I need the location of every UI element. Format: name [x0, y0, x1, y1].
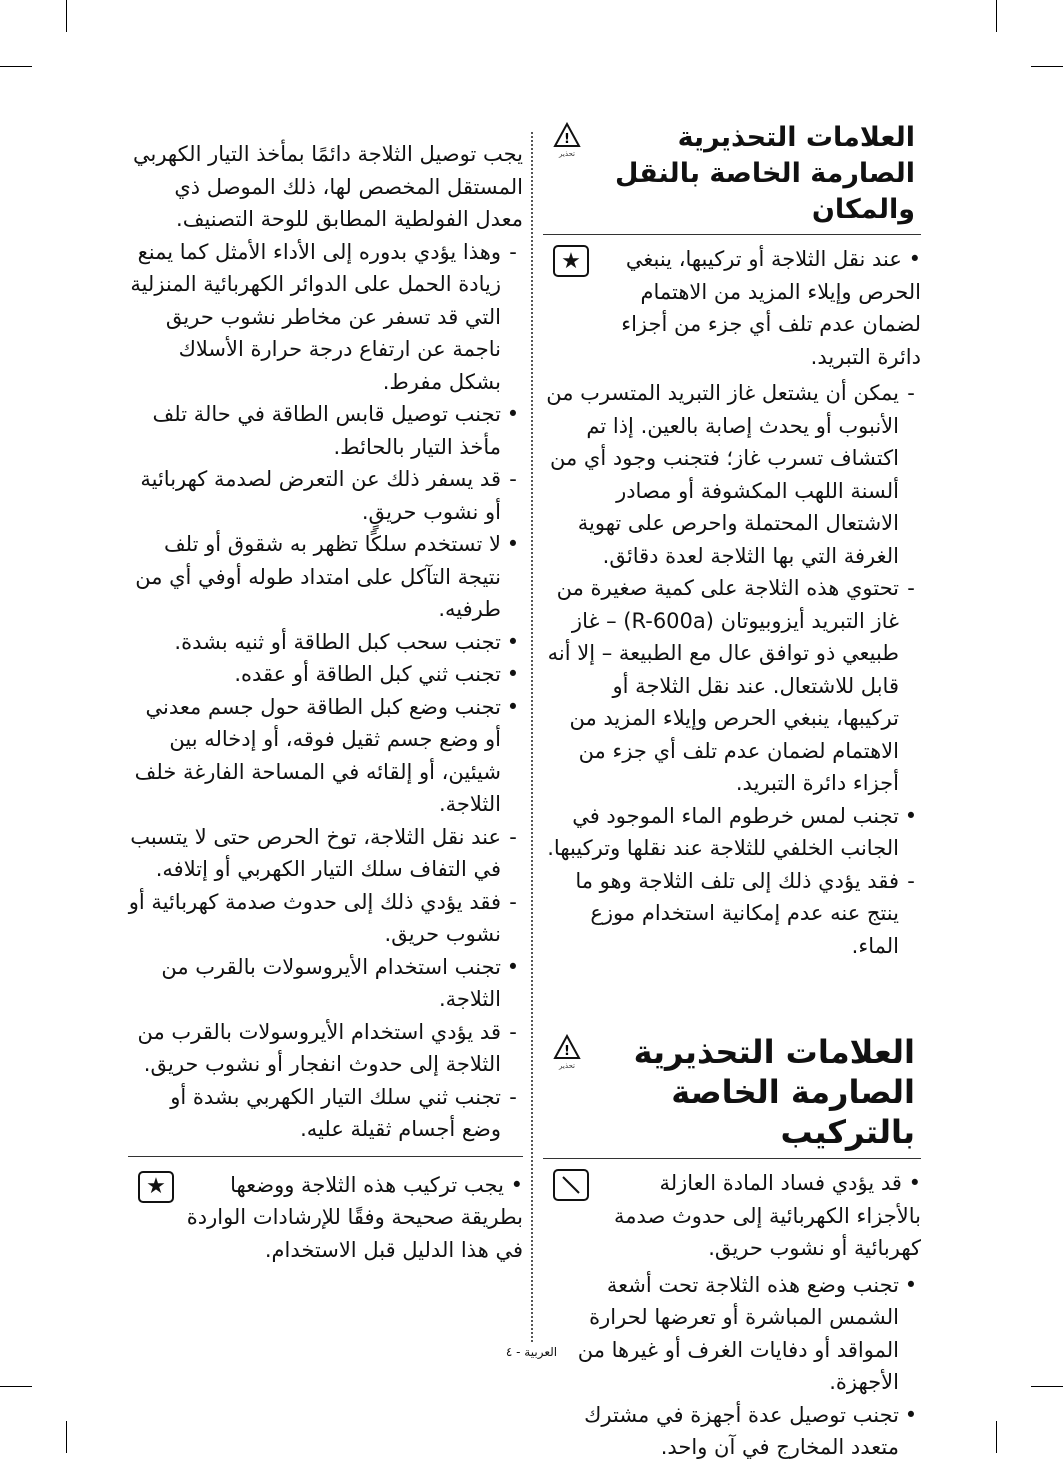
- dash-marker: -: [907, 576, 915, 600]
- dash-marker: -: [509, 889, 517, 914]
- list-item-text: قد يؤدي استخدام الأيروسولات بالقرب من الثلاجة إلى حدوث انفجار أو نشوب حريق.: [137, 1019, 501, 1076]
- list-item: [128, 886, 523, 951]
- bullet-marker: •: [904, 1272, 918, 1297]
- list-item: [543, 377, 921, 572]
- list-item: [128, 951, 523, 1016]
- star-icon: ★: [553, 245, 589, 277]
- svg-text:!: !: [564, 1044, 570, 1059]
- section-heading-installation: العلامات التحذيرية الصارمة الخاصة بالتركيب: [633, 1033, 915, 1151]
- list-item-text: تجنب توصيل قابس الطاقة في حالة تلف مأخذ التيار بالحائط.: [152, 402, 501, 459]
- list-item: [543, 800, 921, 865]
- list-item: [128, 1016, 523, 1081]
- dash-marker: -: [509, 239, 517, 264]
- list-item: [128, 1081, 523, 1146]
- dash-marker: -: [509, 1084, 517, 1109]
- list-item-text: تحتوي هذه الثلاجة على كمية صغيرة من غاز التبريد أيزوبيوتان (R-600a) – غاز طبيعي ذو توافق عال مع الطبيعة – إلا أنه قابل للاشتعال. عند نقل الثلاجة أو تركيبها، ينبغي الحرص وإيلاء المزيد من الاهتمام لضمان عدم تلف أي جزء من أجزاء دائرة التبريد.: [547, 576, 899, 795]
- page-footer: العربية - ٤: [505, 1345, 558, 1359]
- boxed-note-text: • يجب تركيب هذه الثلاجة ووضعها بطريقة صحيحة وفقًا للإرشادات الواردة في هذا الدليل قبل الاستخدام.: [186, 1172, 523, 1262]
- list-item-text: تجنب استخدام الأيروسولات بالقرب من الثلاجة.: [161, 954, 501, 1011]
- list-item: [128, 398, 523, 463]
- warning-icon: [543, 120, 591, 158]
- bullet-marker: •: [506, 629, 520, 654]
- list-item-text: فقد يؤدي ذلك إلى تلف الثلاجة وهو ما ينتج عنه عدم إمكانية استخدام موزع الماء.: [575, 868, 899, 958]
- bullet-marker: •: [904, 803, 918, 828]
- list-item-text: تجنب سحب كبل الطاقة أو ثنيه بشدة.: [174, 629, 501, 654]
- column-divider: [531, 132, 533, 1342]
- crop-mark: [996, 1421, 997, 1453]
- list-item: [543, 1269, 921, 1399]
- crop-mark: [1031, 1386, 1063, 1387]
- list-item: [543, 572, 921, 800]
- section-header-transport: [543, 120, 921, 235]
- list-item-text: تجنب وضع هذه الثلاجة تحت أشعة الشمس المباشرة أو تعرضها لحرارة المواقد أو دفايات الغرف أو غيرها من الأجهزة.: [577, 1272, 899, 1394]
- bullet-marker: •: [506, 694, 520, 719]
- list-item: [543, 1399, 921, 1464]
- list-item-text: تجنب توصيل عدة أجهزة في مشترك متعدد المخارج في آن واحد.: [584, 1402, 899, 1459]
- list-item: [128, 821, 523, 886]
- crop-mark: [996, 0, 997, 32]
- list-item-text: عند نقل الثلاجة، توخ الحرص حتى لا يتسبب في التفاف سلك التيار الكهربي أو إتلافه.: [130, 824, 501, 881]
- boxed-note-text: • عند نقل الثلاجة أو تركيبها، ينبغي الحرص وإيلاء المزيد من الاهتمام لضمان عدم تلف أي جزء من أجزاء دائرة التبريد.: [621, 247, 921, 369]
- bullet-marker: •: [904, 1402, 918, 1427]
- list-item-text: تجنب لمس خرطوم الماء الموجود في الجانب الخلفي للثلاجة عند نقلها وتركيبها.: [547, 803, 899, 860]
- list-item-text: تجنب وضع كبل الطاقة حول جسم معدني أو وضع جسم ثقيل فوقه، أو إدخاله بين شيئين، أو إلقائه في المساحة الفارغة خلف الثلاجة.: [134, 694, 501, 816]
- crop-mark: [66, 0, 67, 32]
- warning-icon-label: تحذير: [559, 150, 575, 158]
- dash-marker: -: [509, 824, 517, 849]
- list-item-text: لا تستخدم سلكًا تظهر به شقوق أو تلف نتيجة التآكل على امتداد طوله أوفي أي من طرفيه.: [135, 532, 501, 621]
- list-item-text: تجنب ثني كبل الطاقة أو عقده.: [234, 662, 501, 686]
- bullet-marker: •: [506, 402, 520, 426]
- intro-paragraph: يجب توصيل الثلاجة دائمًا بمأخذ التيار الكهربي المستقل المخصص لها، ذلك الموصل ذي معدل الفولطية المطابق للوحة التصنيف.: [132, 142, 523, 231]
- crop-mark: [0, 66, 32, 67]
- list-item-text: قد يسفر ذلك عن التعرض لصدمة كهربائية أو نشوب حريقٍ.: [140, 467, 501, 524]
- prohibition-icon: [553, 1169, 589, 1201]
- dash-marker: -: [907, 381, 915, 405]
- crop-mark: [0, 1386, 32, 1387]
- list-item: [128, 463, 523, 528]
- boxed-note: [543, 243, 921, 373]
- star-icon: ★: [138, 1171, 174, 1203]
- boxed-note-text: • قد يؤدي فساد المادة العازلة بالأجزاء الكهربائية إلى حدوث صدمة كهربائية أو نشوب حريق.: [614, 1171, 921, 1260]
- bullet-marker: •: [506, 532, 520, 556]
- list-item-text: فقد يؤدي ذلك إلى حدوث صدمة كهربائية أو نشوب حريق.: [128, 889, 501, 946]
- boxed-note: [128, 1169, 523, 1267]
- crop-mark: [66, 1421, 67, 1453]
- list-item-text: تجنب ثني سلك التيار الكهربي بشدة أو وضع أجسام ثقيلة عليه.: [170, 1084, 501, 1141]
- dash-marker: -: [509, 467, 517, 491]
- dash-marker: -: [907, 868, 915, 893]
- bullet-marker: •: [506, 954, 520, 979]
- warning-icon-label: تحذير: [559, 1062, 575, 1070]
- list-item: [128, 626, 523, 659]
- svg-text:!: !: [564, 132, 570, 147]
- warning-icon: [543, 1032, 591, 1070]
- list-item: [128, 691, 523, 821]
- list-item-text: يمكن أن يشتعل غاز التبريد المتسرب من الأنبوب أو يحدث إصابة بالعين. إذا تم اكتشاف تسرب غاز؛ فتجنب وجود أي من ألسنة اللهب المكشوفة أو مصادر الاشتعال المحتملة واحرص على تهوية الغرفة التي بها الثلاجة لعدة دقائق.: [546, 381, 899, 568]
- crop-mark: [1031, 66, 1063, 67]
- list-item: [128, 528, 523, 626]
- bullet-marker: •: [506, 662, 520, 686]
- left-column: [128, 138, 523, 1266]
- section-heading-transport: العلامات التحذيرية الصارمة الخاصة بالنقل والمكان: [615, 122, 915, 225]
- list-item: [543, 865, 921, 963]
- list-item: [128, 658, 523, 691]
- right-column: [543, 120, 921, 1464]
- dash-marker: -: [509, 1019, 517, 1044]
- section-rule: [128, 1156, 523, 1157]
- list-item-text: وهذا يؤدي بدوره إلى الأداء الأمثل كما يمنع زيادة الحمل على الدوائر الكهربائية المنزلية التي قد تسفر عن مخاطر نشوب حريق ناجمة عن ارتفاع درجة حرارة الأسلاك بشكل مفرط.: [130, 239, 501, 394]
- list-item: [128, 236, 523, 399]
- boxed-note: [543, 1167, 921, 1265]
- section-header-installation: [543, 1032, 921, 1159]
